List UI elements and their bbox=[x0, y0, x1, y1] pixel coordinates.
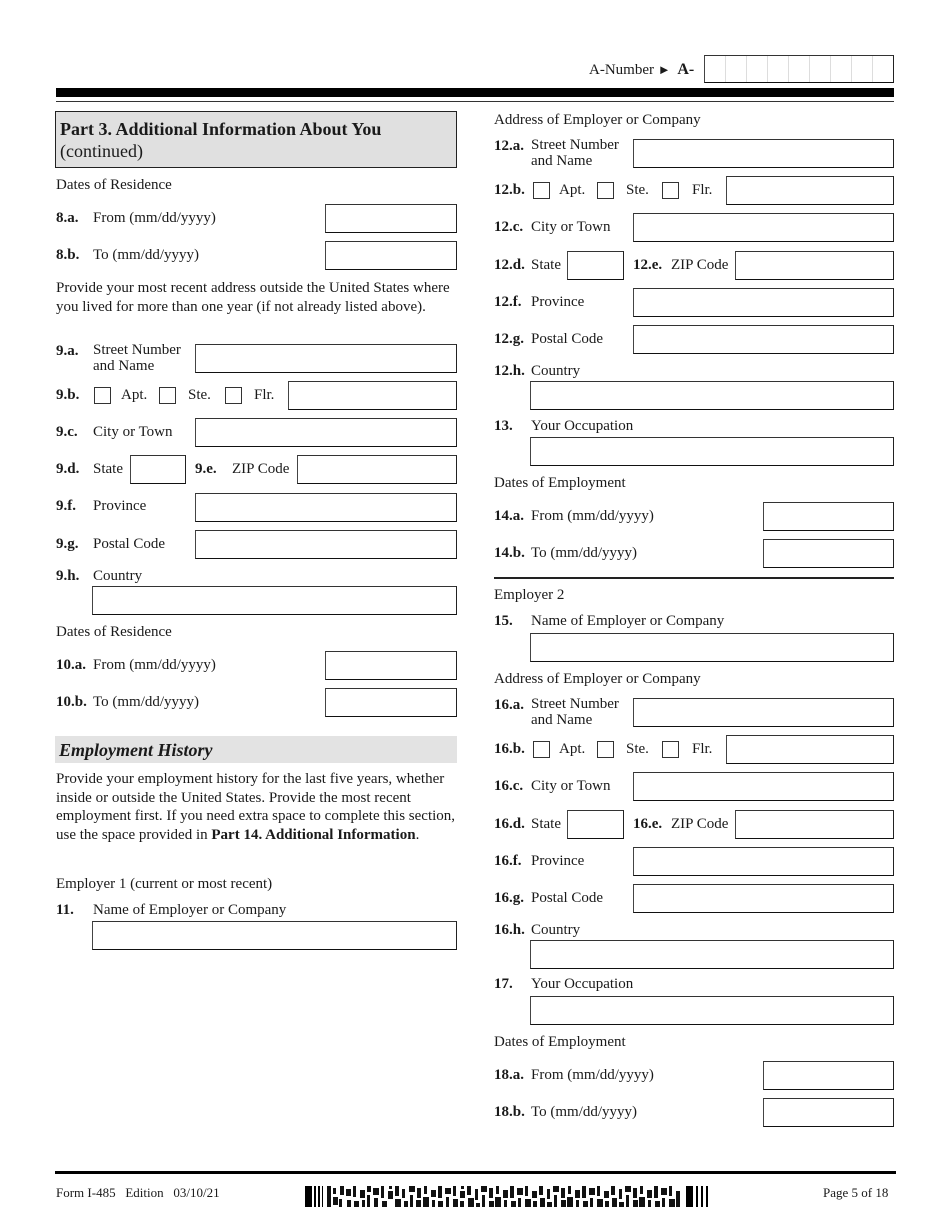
item-14a-label: From (mm/dd/yyyy) bbox=[531, 508, 654, 524]
apt-checkbox-9b[interactable] bbox=[94, 387, 111, 404]
item-9f-number: 9.f. bbox=[56, 498, 76, 514]
state-12d-input[interactable] bbox=[567, 251, 624, 280]
flr-checkbox-12b[interactable] bbox=[662, 182, 679, 199]
apt-checkbox-12b[interactable] bbox=[533, 182, 550, 199]
item-9e-number: 9.e. bbox=[195, 461, 217, 477]
item-9a-number: 9.a. bbox=[56, 343, 79, 359]
item-16f-label: Province bbox=[531, 853, 585, 869]
footer-rule bbox=[55, 1171, 896, 1174]
employer-1-address-heading: Address of Employer or Company bbox=[494, 112, 701, 128]
item-10a-number: 10.a. bbox=[56, 657, 86, 673]
item-16a-label-line1: Street Number bbox=[531, 696, 619, 712]
country-9h-input[interactable] bbox=[92, 586, 457, 615]
item-12g-label: Postal Code bbox=[531, 331, 604, 347]
item-11-label: Name of Employer or Company bbox=[93, 902, 287, 918]
item-12c-number: 12.c. bbox=[494, 219, 524, 235]
item-16a-number: 16.a. bbox=[494, 697, 524, 713]
item-9g-number: 9.g. bbox=[56, 536, 79, 552]
item-12f-number: 12.f. bbox=[494, 294, 522, 310]
item-12b-number: 12.b. bbox=[494, 182, 525, 198]
item-12d-label: State bbox=[531, 257, 561, 273]
item-16g-label: Postal Code bbox=[531, 890, 604, 906]
item-12h-number: 12.h. bbox=[494, 363, 525, 379]
item-18b-number: 18.b. bbox=[494, 1104, 525, 1120]
unit-number-12b-input[interactable] bbox=[726, 176, 894, 205]
item-15-label: Name of Employer or Company bbox=[531, 613, 725, 629]
item-8a-label: From (mm/dd/yyyy) bbox=[93, 210, 216, 226]
item-18a-number: 18.a. bbox=[494, 1067, 524, 1083]
employment-instructions: Provide your employment history for the last five years, whether inside or outside the United States. Provide the most recent employment first. If you need extra space to complete this section, use the space provided in Part 14. Additional Information. bbox=[56, 771, 456, 843]
item-14b-label: To (mm/dd/yyyy) bbox=[531, 545, 638, 561]
occupation-13-input[interactable] bbox=[530, 437, 894, 466]
employer-1-name-input[interactable] bbox=[92, 921, 457, 950]
item-12e-number: 12.e. bbox=[633, 257, 663, 273]
a-number-label: A-Number ► A- bbox=[589, 61, 695, 78]
flr-label: Flr. bbox=[692, 182, 713, 198]
item-9f-label: Province bbox=[93, 498, 147, 514]
dates-of-employment-heading-2: Dates of Employment bbox=[494, 1034, 626, 1050]
apt-label: Apt. bbox=[559, 182, 586, 198]
street-16a-input[interactable] bbox=[633, 698, 894, 727]
residence-to-8b-input[interactable] bbox=[325, 241, 457, 270]
header-thin-rule bbox=[56, 101, 894, 102]
apt-label: Apt. bbox=[121, 387, 148, 403]
item-16h-label: Country bbox=[531, 922, 581, 938]
item-8b-label: To (mm/dd/yyyy) bbox=[93, 247, 200, 263]
postal-code-16g-input[interactable] bbox=[633, 884, 894, 913]
item-12f-label: Province bbox=[531, 294, 585, 310]
employer-2-name-input[interactable] bbox=[530, 633, 894, 662]
unit-number-9b-input[interactable] bbox=[288, 381, 457, 410]
item-18a-label: From (mm/dd/yyyy) bbox=[531, 1067, 654, 1083]
city-9c-input[interactable] bbox=[195, 418, 457, 447]
item-16e-number: 16.e. bbox=[633, 816, 663, 832]
street-9a-input[interactable] bbox=[195, 344, 457, 373]
residence-to-10b-input[interactable] bbox=[325, 688, 457, 717]
item-13-label: Your Occupation bbox=[531, 418, 634, 434]
city-12c-input[interactable] bbox=[633, 213, 894, 242]
item-15-number: 15. bbox=[494, 613, 513, 629]
flr-label: Flr. bbox=[692, 741, 713, 757]
item-12h-label: Country bbox=[531, 363, 581, 379]
item-9e-label: ZIP Code bbox=[232, 461, 290, 477]
postal-code-9g-input[interactable] bbox=[195, 530, 457, 559]
employment-from-18a-input[interactable] bbox=[763, 1061, 894, 1090]
employment-history-title: Employment History bbox=[59, 740, 213, 760]
item-16c-number: 16.c. bbox=[494, 778, 524, 794]
item-17-label: Your Occupation bbox=[531, 976, 634, 992]
occupation-17-input[interactable] bbox=[530, 996, 894, 1025]
item-10b-number: 10.b. bbox=[56, 694, 87, 710]
part-title: Part 3. Additional Information About You bbox=[60, 119, 382, 139]
part-subtitle: (continued) bbox=[60, 141, 143, 161]
header-thick-rule bbox=[56, 88, 894, 97]
ste-label: Ste. bbox=[626, 182, 649, 198]
item-9h-number: 9.h. bbox=[56, 568, 80, 584]
flr-checkbox-9b[interactable] bbox=[225, 387, 242, 404]
employer-1-heading: Employer 1 (current or most recent) bbox=[56, 876, 273, 892]
item-9c-number: 9.c. bbox=[56, 424, 78, 440]
item-16e-label: ZIP Code bbox=[671, 816, 729, 832]
item-16h-number: 16.h. bbox=[494, 922, 525, 938]
item-12a-number: 12.a. bbox=[494, 138, 524, 154]
item-16f-number: 16.f. bbox=[494, 853, 522, 869]
province-9f-input[interactable] bbox=[195, 493, 457, 522]
apt-label: Apt. bbox=[559, 741, 586, 757]
residence-from-10a-input[interactable] bbox=[325, 651, 457, 680]
item-16c-label: City or Town bbox=[531, 778, 611, 794]
item-16g-number: 16.g. bbox=[494, 890, 524, 906]
employer-2-heading: Employer 2 bbox=[494, 587, 565, 603]
item-9a-label-line1: Street Number bbox=[93, 342, 181, 358]
unit-number-16b-input[interactable] bbox=[726, 735, 894, 764]
ste-checkbox-16b[interactable] bbox=[597, 741, 614, 758]
item-8b-number: 8.b. bbox=[56, 247, 80, 263]
item-10a-label: From (mm/dd/yyyy) bbox=[93, 657, 216, 673]
city-16c-input[interactable] bbox=[633, 772, 894, 801]
dates-of-residence-heading-2: Dates of Residence bbox=[56, 624, 172, 640]
flr-label: Flr. bbox=[254, 387, 275, 403]
ste-label: Ste. bbox=[626, 741, 649, 757]
item-16b-number: 16.b. bbox=[494, 741, 525, 757]
ste-checkbox-9b[interactable] bbox=[159, 387, 176, 404]
zip-12e-input[interactable] bbox=[735, 251, 894, 280]
item-12a-label-line2: and Name bbox=[531, 153, 593, 169]
form-edition: Form I-485 Edition 03/10/21 bbox=[56, 1185, 220, 1200]
arrow-right-icon: ► bbox=[657, 62, 671, 77]
state-16d-input[interactable] bbox=[567, 810, 624, 839]
item-18b-label: To (mm/dd/yyyy) bbox=[531, 1104, 638, 1120]
residence-from-8a-input[interactable] bbox=[325, 204, 457, 233]
part-header bbox=[55, 111, 457, 168]
country-16h-input[interactable] bbox=[530, 940, 894, 969]
item-9b-number: 9.b. bbox=[56, 387, 80, 403]
ste-checkbox-12b[interactable] bbox=[597, 182, 614, 199]
item-12d-number: 12.d. bbox=[494, 257, 525, 273]
ste-label: Ste. bbox=[188, 387, 211, 403]
employment-to-18b-input[interactable] bbox=[763, 1098, 894, 1127]
item-9a-label-line2: and Name bbox=[93, 358, 155, 374]
item-9g-label: Postal Code bbox=[93, 536, 166, 552]
item-11-number: 11. bbox=[56, 902, 74, 918]
item-16a-label-line2: and Name bbox=[531, 712, 593, 728]
item-14b-number: 14.b. bbox=[494, 545, 525, 561]
country-12h-input[interactable] bbox=[530, 381, 894, 410]
item-8a-number: 8.a. bbox=[56, 210, 79, 226]
item-9d-label: State bbox=[93, 461, 123, 477]
province-12f-input[interactable] bbox=[633, 288, 894, 317]
dates-of-employment-heading: Dates of Employment bbox=[494, 475, 626, 491]
zip-16e-input[interactable] bbox=[735, 810, 894, 839]
outside-address-instructions: Provide your most recent address outside the United States where you lived for more than one year (if not already listed above). bbox=[56, 280, 450, 315]
item-12c-label: City or Town bbox=[531, 219, 611, 235]
province-16f-input[interactable] bbox=[633, 847, 894, 876]
zip-9e-input[interactable] bbox=[297, 455, 457, 484]
item-10b-label: To (mm/dd/yyyy) bbox=[93, 694, 200, 710]
employment-from-14a-input[interactable] bbox=[763, 502, 894, 531]
item-12e-label: ZIP Code bbox=[671, 257, 729, 273]
item-12g-number: 12.g. bbox=[494, 331, 524, 347]
item-13-number: 13. bbox=[494, 418, 513, 434]
item-16d-label: State bbox=[531, 816, 561, 832]
item-12a-label-line1: Street Number bbox=[531, 137, 619, 153]
item-9c-label: City or Town bbox=[93, 424, 173, 440]
a-number-prefix: A- bbox=[677, 61, 695, 78]
postal-code-12g-input[interactable] bbox=[633, 325, 894, 354]
barcode-icon bbox=[305, 1186, 711, 1207]
item-16d-number: 16.d. bbox=[494, 816, 525, 832]
flr-checkbox-16b[interactable] bbox=[662, 741, 679, 758]
employment-to-14b-input[interactable] bbox=[763, 539, 894, 568]
street-12a-input[interactable] bbox=[633, 139, 894, 168]
item-9h-label: Country bbox=[93, 568, 143, 584]
item-9d-number: 9.d. bbox=[56, 461, 80, 477]
apt-checkbox-16b[interactable] bbox=[533, 741, 550, 758]
page-number: Page 5 of 18 bbox=[823, 1185, 889, 1200]
a-number-input[interactable] bbox=[704, 55, 894, 83]
employment-history-header bbox=[55, 736, 457, 763]
employer-2-address-heading: Address of Employer or Company bbox=[494, 671, 701, 687]
item-17-number: 17. bbox=[494, 976, 513, 992]
item-14a-number: 14.a. bbox=[494, 508, 524, 524]
dates-of-residence-heading: Dates of Residence bbox=[56, 177, 172, 193]
section-divider bbox=[494, 577, 894, 579]
state-9d-input[interactable] bbox=[130, 455, 186, 484]
